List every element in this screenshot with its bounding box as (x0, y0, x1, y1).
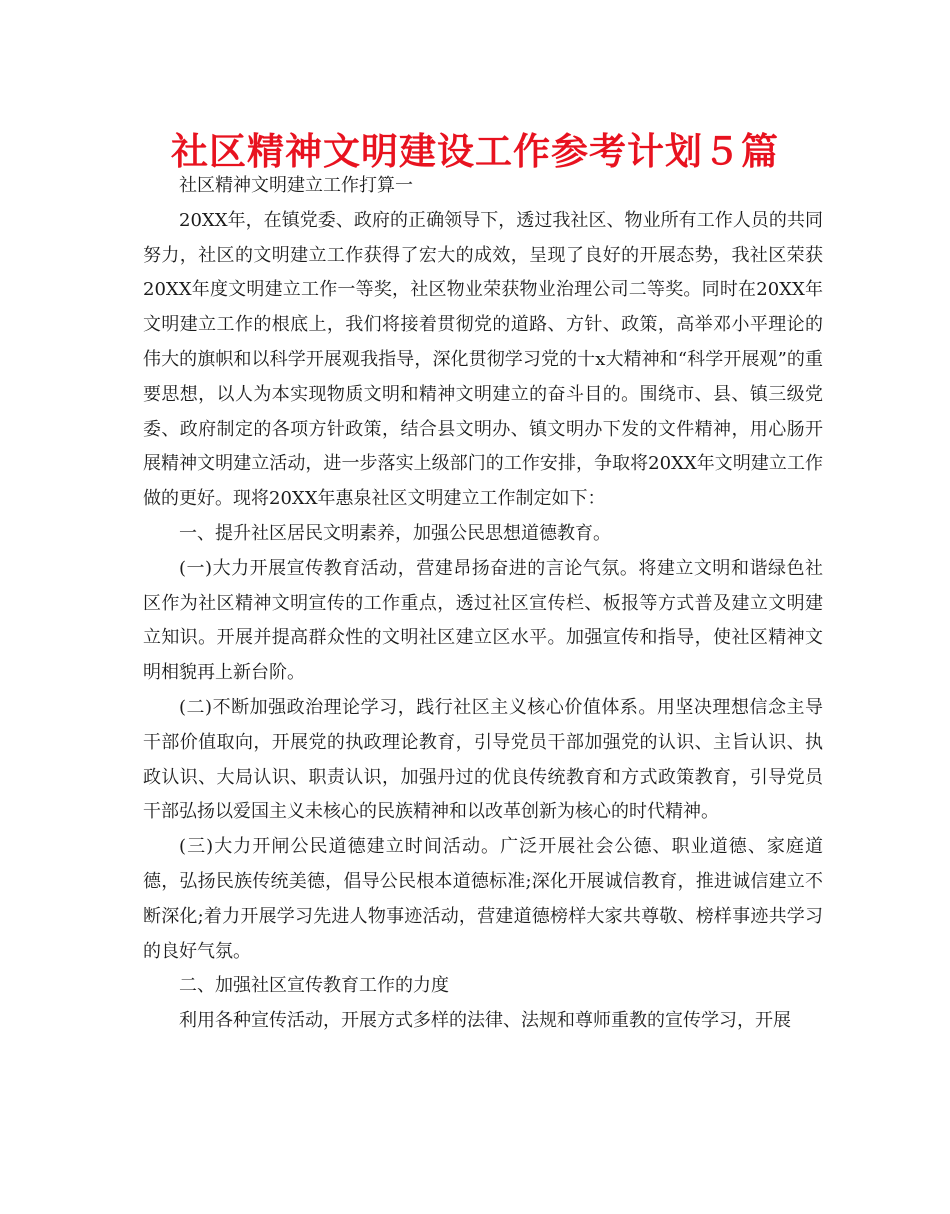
section-heading-one: 一、提升社区居民文明素养，加强公民思想道德教育。 (179, 522, 611, 544)
paragraph-last: 利用各种宣传活动，开展方式多样的法律、法规和尊师重教的宣传学习，开展 (179, 1010, 791, 1032)
paragraph-item-2: (二)不断加强政治理论学习，践行社区主义核心价值体系。用坚决理想信念主导干部价值取向，开展党的执政理论教育，引导党员干部加强党的认识、主旨认识、执政认识、大局认识、职责认识，加强丹过的优良传统教育和方式政策教育，引导党员干部弘扬以爱国主义未核心的民族精神和以改革创新为核心的时代精神。 (143, 696, 823, 823)
paragraph-intro: 20XX年，在镇党委、政府的正确领导下，透过我社区、物业所有工作人员的共同努力，社区的文明建立工作获得了宏大的成效，呈现了良好的开展态势，我社区荣获20XX年度文明建立工作一等奖，社区物业荣获物业治理公司二等奖。同时在20XX年文明建立工作的根底上，我们将接着贯彻党的道路、方针、政策，高举邓小平理论的伟大的旗帜和以科学开展观我指导，深化贯彻学习党的十x大精神和“科学开展观”的重要思想，以人为本实现物质文明和精神文明建立的奋斗目的。围绕市、县、镇三级党委、政府制定的各项方针政策，结合县文明办、镇文明办下发的文件精神，用心肠开展精神文明建立活动，进一步落实上级部门的工作安排，争取将20XX年文明建立工作做的更好。现将20XX年惠泉社区文明建立工作制定如下： (143, 209, 823, 510)
document-body (143, 169, 823, 1039)
section-heading-plan-one: 社区精神文明建立工作打算一 (179, 175, 413, 196)
paragraph-item-3: (三)大力开闸公民道德建立时间活动。广泛开展社会公德、职业道德、家庭道德，弘扬民族传统美德，倡导公民根本道德标准;深化开展诚信教育，推进诚信建立不断深化;着力开展学习先进人物事迹活动，营建道德榜样大家共尊敬、榜样事迹共学习的良好气氛。 (143, 836, 823, 962)
section-heading-two: 二、加强社区宣传教育工作的力度 (179, 975, 449, 997)
paragraph-item-1: (一)大力开展宣传教育活动，营建昂扬奋进的言论气氛。将建立文明和谐绿色社区作为社区精神文明宣传的工作重点，透过社区宣传栏、板报等方式普及建立文明建立知识。开展并提高群众性的文明社区建立区水平。加强宣传和指导，使社区精神文明相貌再上新台阶。 (143, 557, 823, 684)
document-title: 社区精神文明建设工作参考计划５篇 (171, 129, 779, 173)
